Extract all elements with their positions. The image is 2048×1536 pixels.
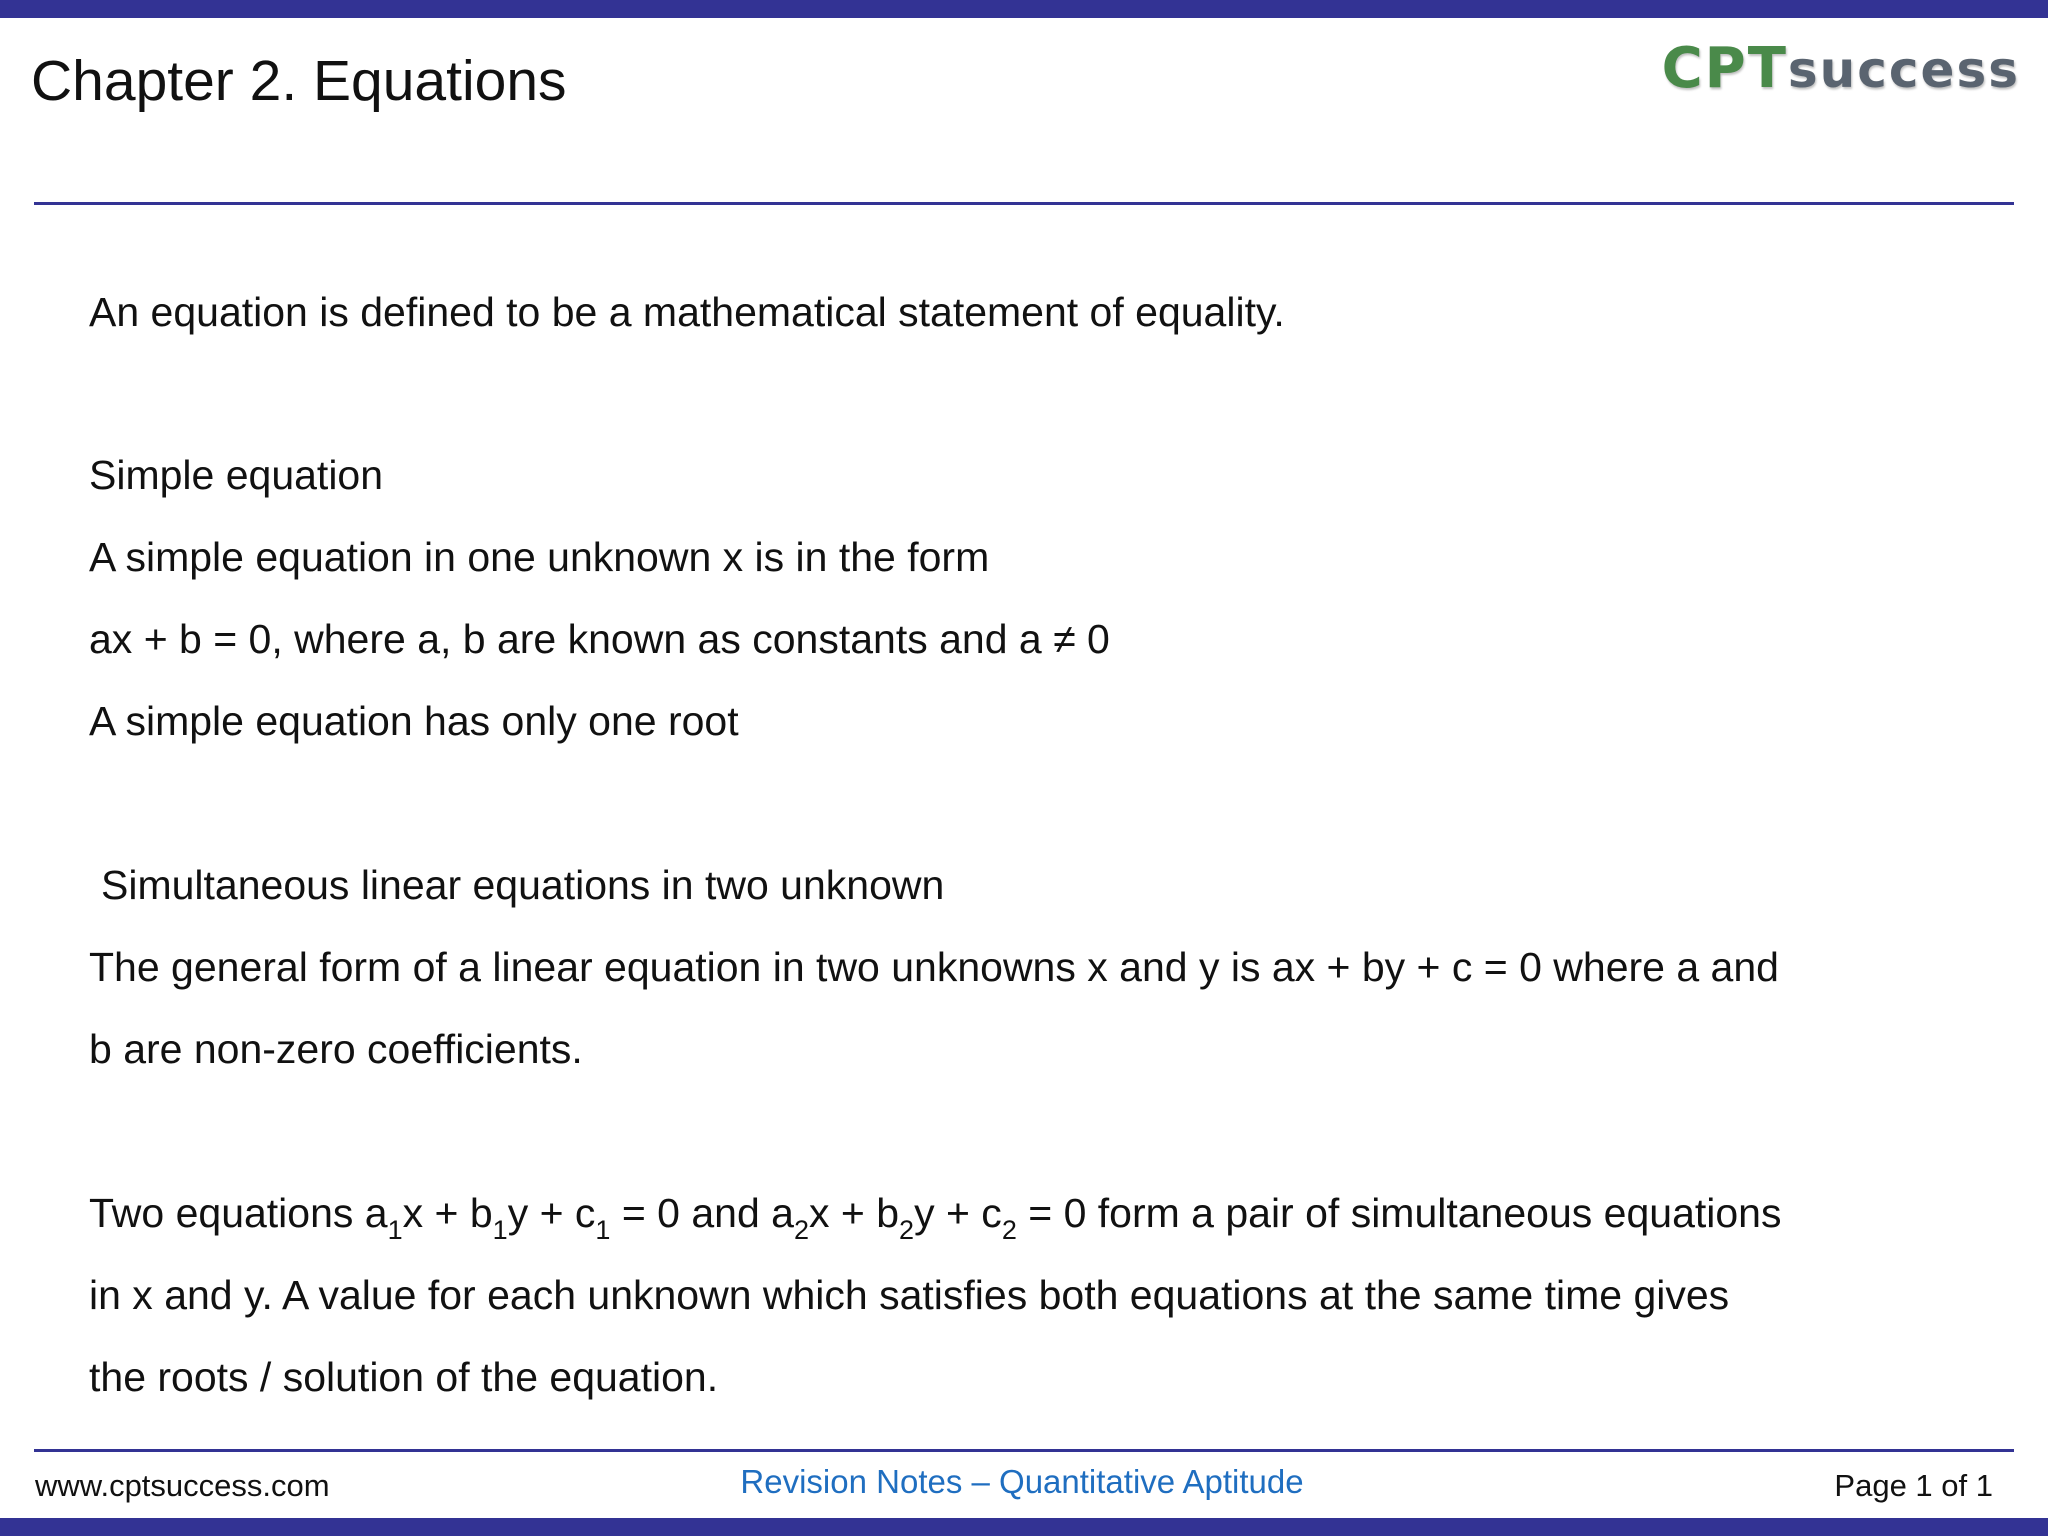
- simple-equation-line-2: ax + b = 0, where a, b are known as constants and a ≠ 0: [89, 616, 1110, 662]
- footer-website: www.cptsuccess.com: [35, 1468, 330, 1503]
- chapter-title: Chapter 2. Equations: [31, 49, 567, 113]
- simultaneous-para2-line-3: the roots / solution of the equation.: [89, 1354, 719, 1400]
- bottom-border-bar: [0, 1518, 2048, 1536]
- footer-revision-notes-title: Revision Notes – Quantitative Aptitude: [740, 1463, 1304, 1500]
- subscript: 1: [387, 1215, 403, 1245]
- subscript: 1: [492, 1215, 508, 1245]
- footer-divider: [34, 1449, 2014, 1452]
- top-border-bar: [0, 0, 2048, 18]
- eq-text: x + b: [809, 1190, 900, 1236]
- subscript: 2: [793, 1215, 810, 1245]
- subscript: 1: [595, 1215, 611, 1245]
- eq-text: y + c: [914, 1190, 1002, 1236]
- page-number: Page 1 of 1: [1834, 1468, 1993, 1503]
- simultaneous-para1-line-2: b are non-zero coefficients.: [89, 1026, 583, 1072]
- subscript: 2: [899, 1215, 915, 1245]
- simultaneous-heading: Simultaneous linear equations in two unknown: [101, 862, 945, 908]
- intro-definition: An equation is defined to be a mathematical statement of equality.: [89, 289, 1285, 335]
- cptsuccess-logo: [1662, 34, 2020, 117]
- eq-text: = 0 form a pair of simultaneous equations: [1016, 1190, 1782, 1236]
- simple-equation-line-1: A simple equation in one unknown x is in the form: [89, 534, 990, 580]
- eq-text: x + b: [402, 1190, 493, 1236]
- simple-equation-line-3: A simple equation has only one root: [89, 698, 739, 744]
- header-divider: [34, 202, 2014, 205]
- subscript: 2: [1001, 1215, 1017, 1245]
- simple-equation-heading: Simple equation: [89, 452, 384, 498]
- eq-text: y + c: [507, 1190, 596, 1236]
- logo-cpt-text: CPT: [1661, 36, 1788, 101]
- eq-text: = 0 and a: [610, 1190, 794, 1236]
- simultaneous-para1-line-1: The general form of a linear equation in two unknowns x and y is ax + by + c = 0 where a and: [89, 944, 1779, 990]
- logo-success-text: success: [1787, 41, 2020, 99]
- eq-text: Two equations a: [89, 1190, 388, 1236]
- simultaneous-para2-line-2: in x and y. A value for each unknown which satisfies both equations at the same time gives: [89, 1272, 1730, 1318]
- simultaneous-para2-line-1: [89, 1188, 1782, 1245]
- footer-title-wrap: [0, 1461, 2048, 1503]
